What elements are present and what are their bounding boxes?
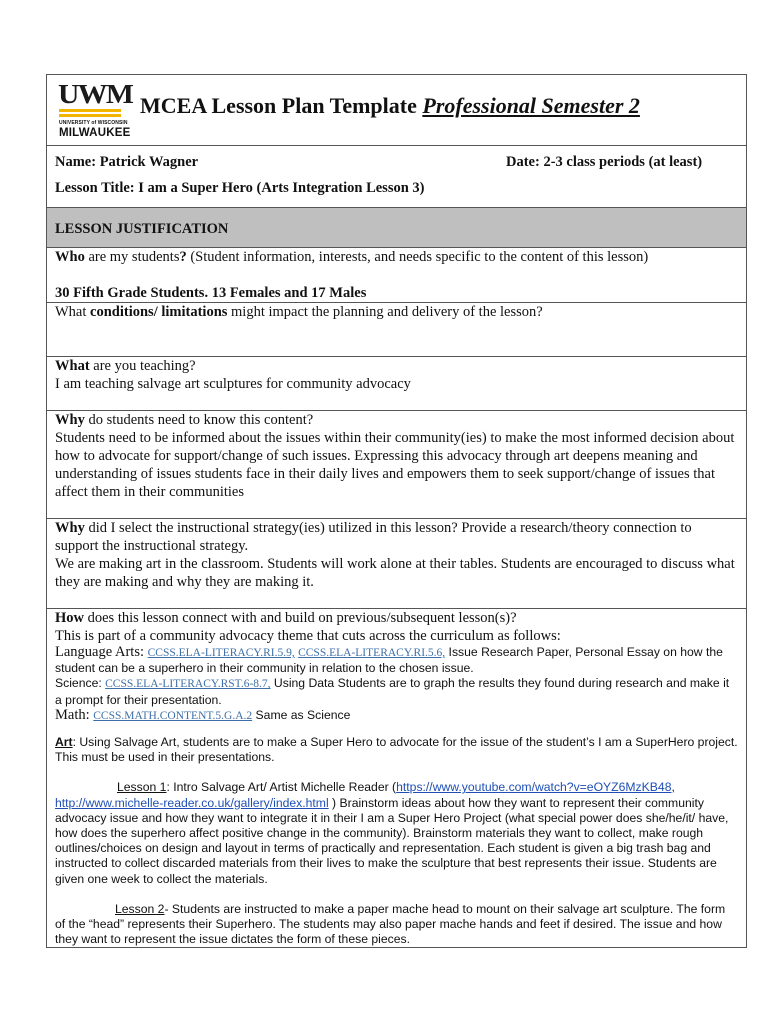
logo-university-line: UNIVERSITY of WISCONSIN	[59, 120, 128, 126]
header	[47, 75, 746, 146]
science-line: Science: CCSS.ELA-LITERACY.RST.6-8.7, Using Data Students are to graph the results they found during research and make it a prompt for their presentation.	[55, 676, 730, 707]
row-who	[47, 248, 746, 303]
lesson-plan-page	[46, 74, 747, 948]
lesson-date: Date: 2-3 class periods (at least)	[506, 154, 703, 170]
row-why-strategy	[47, 519, 746, 609]
who-answer: 30 Fifth Grade Students. 13 Females and 17 Males	[55, 285, 367, 301]
why-content-question: Why do students need to know this content?	[55, 412, 314, 428]
section-heading	[47, 207, 746, 248]
standard-link[interactable]: CCSS.ELA-LITERACY.RI.5.6,	[298, 647, 446, 659]
teacher-name: Name: Patrick Wagner	[55, 154, 199, 170]
title-subtitle: Professional Semester 2	[422, 93, 640, 118]
title-main: MCEA Lesson Plan Template	[140, 93, 417, 118]
row-conditions	[47, 303, 746, 357]
logo-wordmark: UWM	[58, 79, 133, 109]
math-line: Math: CCSS.MATH.CONTENT.5.G.A.2 Same as Science	[55, 706, 351, 723]
michelle-reader-link[interactable]: http://www.michelle-reader.co.uk/gallery/index.html	[55, 795, 329, 810]
lesson-title: Lesson Title: I am a Super Hero (Arts Integration Lesson 3)	[55, 180, 425, 196]
lesson-2-paragraph: Lesson 2- Students are instructed to make a paper mache head to mount on their salvage art sculpture. The form of the “head” represents their Superhero. The students may also paper mache hands and feet if desired. The issue and how they want to represent the issue dictates the form of these pieces.	[55, 901, 726, 947]
logo-city: MILWAUKEE	[59, 127, 131, 139]
what-answer: I am teaching salvage art sculptures for community advocacy	[55, 376, 411, 392]
row-how	[47, 609, 746, 949]
logo-bar	[59, 109, 121, 112]
standard-link[interactable]: CCSS.MATH.CONTENT.5.G.A.2	[93, 709, 253, 722]
section-heading-label: LESSON JUSTIFICATION	[55, 221, 229, 237]
standard-link[interactable]: CCSS.ELA-LITERACY.RI.5.9,	[147, 647, 295, 659]
conditions-question: What conditions/ limitations might impact the planning and delivery of the lesson?	[55, 304, 543, 320]
uwm-logo	[56, 79, 133, 141]
logo-bar	[59, 114, 121, 117]
standard-link[interactable]: CCSS.ELA-LITERACY.RST.6-8.7,	[105, 678, 271, 691]
lesson-1-paragraph: Lesson 1: Intro Salvage Art/ Artist Michelle Reader (https://www.youtube.com/watch?v=eOYZ6MzKB48, http://www.michelle-reader.co.uk/gallery/index.html ) Brainstorm ideas about how they want to represent their community advocacy issue and how they want to integrate it in their I am a Super Hero Project (what special power does she/he/it/ have, how does the superhero affect positive change in the community). Brainstorm materials they want to collect, make rough outlines/choices on design and layout in terms of practically and representation. Each student is given a big trash bag and instructed to collect discarded materials from their lives to make the sculpture that best represents their issue. Students are given one week to collect the materials.	[55, 780, 729, 886]
row-what	[47, 357, 746, 411]
how-question: How does this lesson connect with and build on previous/subsequent lesson(s)?	[55, 610, 517, 626]
who-question: Who are my students? (Student information, interests, and needs specific to the content of this lesson)	[55, 249, 649, 265]
row-why-content	[47, 411, 746, 519]
how-intro: This is part of a community advocacy theme that cuts across the curriculum as follows:	[55, 628, 561, 644]
why-content-answer: Students need to be informed about the issues within their community(ies) to make the most informed decision about how to advocate for support/change of such issues. Expressing this advocacy through art deepens meaning and understanding of issues students face in their daily lives and empowers them to seek support/change of issues that affect them in their communities	[55, 430, 735, 500]
why-strategy-answer: We are making art in the classroom. Students will work alone at their tables. Students are encouraged to discuss what they are making and why they are making it.	[55, 556, 735, 590]
art-line: Art: Using Salvage Art, students are to make a Super Hero to advocate for the issue of the student’s I am a SuperHero project. This must be used in their presentations.	[55, 735, 738, 765]
what-question: What are you teaching?	[55, 358, 196, 374]
why-strategy-question: Why did I select the instructional strategy(ies) utilized in this lesson? Provide a research/theory connection to support the instructional strategy.	[55, 520, 692, 554]
info-block	[47, 145, 746, 207]
youtube-link[interactable]: https://www.youtube.com/watch?v=eOYZ6MzKB48	[396, 780, 672, 795]
language-arts-line: Language Arts: CCSS.ELA-LITERACY.RI.5.9, CCSS.ELA-LITERACY.RI.5.6, Issue Research Paper, Personal Essay on how the student can be a superhero in their community in relation to the chosen issue.	[55, 644, 723, 676]
page-title	[140, 93, 640, 119]
